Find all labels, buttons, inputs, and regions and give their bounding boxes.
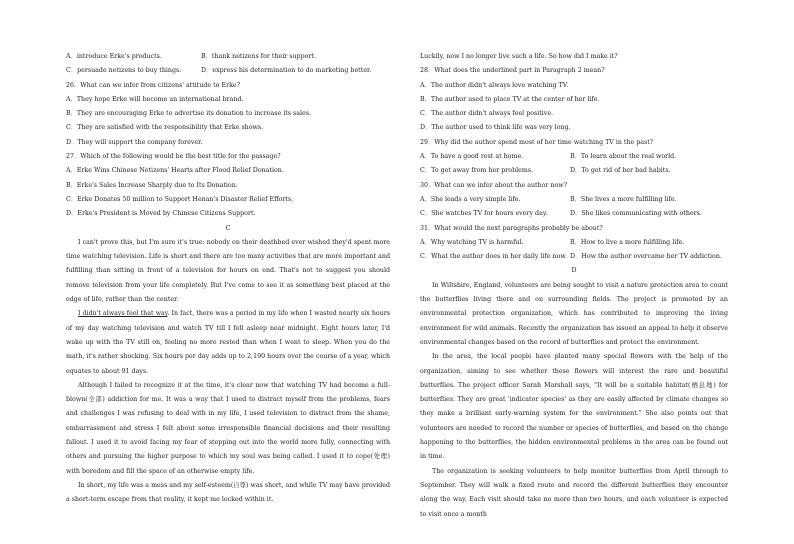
q31-option-d: D．How the author overcame her TV addiction. — [570, 253, 722, 261]
q26-option-b: B．They are encouraging Erke to advertise its donation to increase its sales. — [66, 110, 311, 118]
section-d-heading: D — [571, 267, 577, 275]
passage-c-paragraph-3: Although I failed to recognize it at the time, it's clear now that watching TV had become a full-blown(全部) addiction for me. It was a way that I used to distract myself from the problems, fears and challenges I was refusing to deal with in my life, I used television to distract from the shame, embarrassment and stress I felt about some irresponsible financial decisions and their resulting fallout. I used it to avoid facing my fear of stepping out into the world more fully, connecting with others and pursuing the higher purpose to which my soul was being called. I used it to cope(处理) with boredom and fill the space of an otherwise empty life. — [66, 381, 390, 475]
q28-stem: 28．What does the underlined part in Paragraph 2 mean? — [420, 67, 605, 75]
passage-c-paragraph-2 — [66, 307, 390, 378]
q30-options-row-2 — [420, 207, 728, 221]
q30-stem: 30．What can we infer about the author now? — [420, 181, 568, 189]
passage-c-paragraph-4: In short, my life was a mess and my self-esteem(自尊) was short, and while TV may have provided a short-term escape from that reality, it kept me locked within it. — [66, 481, 390, 504]
q26-option-a: A．They hope Erke will become an international brand. — [66, 95, 244, 103]
q29-option-a: A．To have a good rest at home. — [420, 153, 524, 161]
q27-option-c: C．Erke Donates 50 million to Support Henan's Disaster Relief Efforts, — [66, 195, 294, 203]
q29-option-d: D．To get rid of her bad habits. — [570, 167, 671, 175]
q28-option-d: D．The author used to think life was very long. — [420, 124, 571, 132]
q29-stem: 29．Why did the author spend most of her time watching TV in the past? — [420, 138, 654, 146]
right-column — [420, 50, 728, 522]
q25-option-b: B．thank netizens for their support. — [201, 53, 316, 60]
q28-option-b: B．The author used to place TV at the center of her life. — [420, 95, 600, 103]
q29-option-c: C．To get away from her problems. — [420, 167, 534, 175]
passage-c-paragraph-5: Luckily, now I no longer live such a life. So how did I make it? — [420, 53, 618, 60]
q30-option-d: D．She likes communicating with others. — [570, 210, 702, 218]
left-column — [66, 50, 390, 508]
q31-option-b: B．How to live a more fulfilling life. — [570, 238, 685, 246]
section-c-heading: C — [225, 224, 231, 232]
q29-options-row-1 — [420, 150, 728, 164]
passage-d-paragraph-2: In the area, the local people have planted many special flowers with the help of the organization, aiming to see whether these flowers will interest the rare and beautiful butterflies. The project officer Sarah Marshall says, "It will be a suitable habitat(栖息地) for butterflies. They are great 'indicator species' as they are easily affected by climate changes so they make a brilliant early-warning system for the environment." She also points out that volunteers are needed to record the number or species of butterflies, and based on the change happening to the butterflies, the hidden environmental problems in the area can be found out in time. — [420, 353, 728, 461]
q26-option-d: D．They will support the company forever. — [66, 138, 203, 146]
q31-stem: 31．What would the next paragraphs probably be about? — [420, 224, 603, 232]
q28-option-a: A．The author didn't always love watching TV. — [420, 81, 569, 89]
q27-option-d: D．Erke's President is Moved by Chinese Citizens Support. — [66, 210, 256, 218]
q28-option-c: C．The author didn't always feel positive. — [420, 110, 554, 118]
q31-options-row-1 — [420, 236, 728, 250]
passage-d-paragraph-3: The organization is seeking volunteers to help monitor butterflies from April through to September. They will walk a fixed route and record the different butterflies they encounter along the way. Each visit should take no more than two hours, and each volunteer is expected to visit once a month — [420, 467, 728, 518]
paragraph-2-rest: . In fact, there was a period in my life when I wasted nearly six hours of my day watching television and watch TV till I fell asleep near midnight. Eight hours later, I'd wake up with the TV still on, feeling no more rested than when I went to sleep. When you do the math, it's rather shocking. Six hours per day adds up to 2,190 hours over the course of a year, which equates to about 91 days. — [66, 310, 390, 375]
q25-option-c: C．persuade netizens to buy things. — [66, 67, 182, 75]
q25-options-row-2 — [66, 64, 390, 78]
q30-option-b: B．She lives a more fulfilling life. — [570, 195, 677, 203]
q25-options-row-1 — [66, 50, 390, 64]
q25-option-a: A．introduce Erke's products. — [66, 53, 162, 60]
passage-d-paragraph-1: In Wiltshire, England, volunteers are being sought to visit a nature protection area to count the butterflies living there and on surrounding fields. The project is promoted by an environmental protection organization, which has contributed to improving the living environment for wild animals. Recently the organization has issued an appeal to help it observe environmental changes based on the record of butterflies and protect the environment. — [420, 281, 728, 346]
q26-option-c: C．They are satisfied with the responsibility that Erke shows. — [66, 124, 264, 132]
q27-option-a: A．Erke Wins Chinese Netizens' Hearts after Flood Relief Donation. — [66, 167, 284, 175]
q25-option-d: D．express his determination to do marketing better. — [201, 67, 372, 75]
underlined-phrase: I didn't always feel that way — [78, 310, 168, 318]
q29-option-b: B．To learn about the real world. — [570, 153, 677, 161]
q26-stem: 26．What can we infer from citizens' attitude to Erke? — [66, 81, 240, 89]
q31-option-a: A．Why watching TV is harmful. — [420, 238, 524, 246]
passage-c-paragraph-1: I can't prove this, but I'm sure it's true: nobody on their deathbed ever wished they'd spent more time watching television. Life is short and there are too many activities that are more important and fulfilling than sitting in front of a television for hours on end. That's not to suggest you should remove television from your life completely. But I've come to see it as something best placed at the edge of life, rather than the center. — [66, 238, 390, 304]
q31-option-c: C．What the author does in her daily life now. — [420, 253, 568, 261]
q30-option-a: A．She leads a very simple life. — [420, 195, 521, 203]
q30-option-c: C．She watches TV for hours every day. — [420, 210, 548, 218]
q27-stem: 27．Which of the following would be the best title for the passage? — [66, 153, 281, 161]
q27-option-b: B．Erke's Sales Increase Sharply due to Its Donation. — [66, 181, 238, 189]
q31-options-row-2 — [420, 250, 728, 264]
q30-options-row-1 — [420, 193, 728, 207]
q29-options-row-2 — [420, 164, 728, 178]
